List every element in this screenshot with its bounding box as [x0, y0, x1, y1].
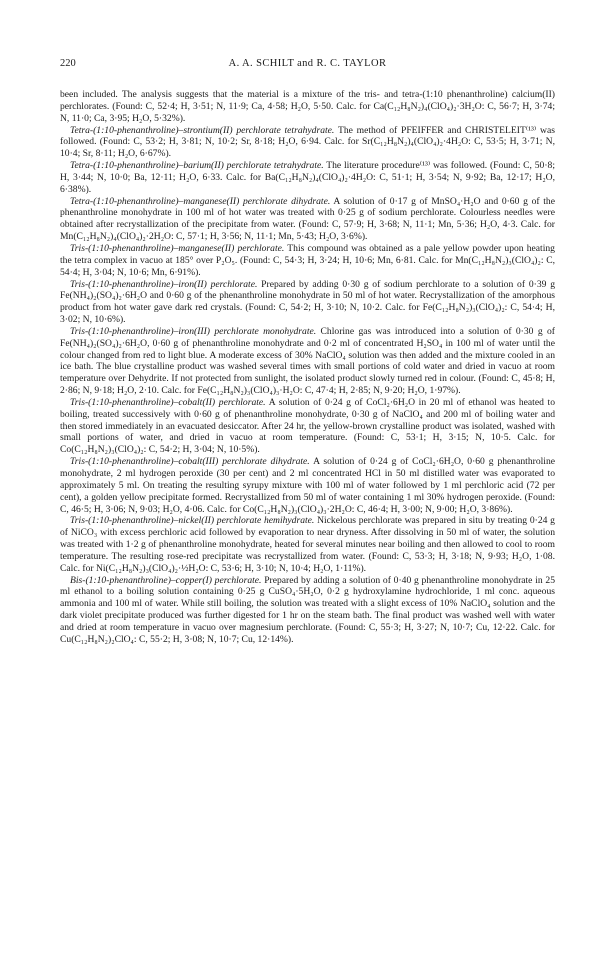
paragraph-strontium [60, 125, 555, 161]
page-header [60, 57, 555, 71]
paragraph-text: This compound was obtained as a pale yellow powder upon heating the tetra complex in vacuo at 185° over P₂O₅. (Found: C, 54·3; H, 3·24; H, 10·6; Mn, 6·81. Calc. for Mn(C₁₂H₈N₂)₃(ClO₄)₂: C, 54·4; H, 3·04; N, 10·6; Mn, 6·91%). [60, 242, 555, 278]
compound-title: Tris-(1:10-phenanthroline)–iron(II) perchlorate. [70, 278, 258, 290]
paragraph-text: Prepared by adding a solution of 0·40 g phenanthroline monohydrate in 25 ml ethanol to a boiling solution containing 0·25 g CuSO₄·5H₂O, 0·2 g hydroxylamine hydrochloride, 1 ml conc. aqueous ammonia and 100 ml of water. While still boiling, the solution was treated with a slight excess of 10% NaClO₄ solution and the dark violet precipitate produced was further digested for 1 hr on the steam bath. The final product was washed well with water and dried at room temperature in vacuo over magnesium perchlorate. (Found: C, 55·3; H, 3·27; N, 10·7; Cu, 12·22. Calc. for Cu(C₁₂H₈N₂)₂ClO₄: C, 55·2; H, 3·08; N, 10·7; Cu, 12·14%). [60, 574, 555, 645]
compound-title: Tetra-(1:10-phenanthroline)–strontium(II) perchlorate tetrahydrate. [70, 124, 335, 136]
paragraph-text: A solution of 0·24 g of CoCl₂·6H₂O, 0·60 g phenanthroline monohydrate, 2 ml hydrogen peroxide (30 per cent) and 2 ml concentrated HCl in 50 ml distilled water was evaporated to approximately 5 ml. On treating the resulting syrupy mixture with 100 ml of water followed by 1 ml perchloric acid (72 per cent), a golden yellow precipitate formed. Recrystallized from 50 ml of water containing 1 ml 30% hydrogen peroxide. (Found: C, 46·5; H, 3·06; N, 9·03; H₂O, 4·06. Calc. for Co(C₁₂H₈N₂)₃(ClO₄)₃·2H₂O: C, 46·4; H, 3·00; N, 9·00; H₂O, 3·86%). [60, 456, 556, 515]
paragraph-manganese-tris [60, 243, 555, 279]
paragraph-text: The literature procedure⁽¹³⁾ was followed. (Found: C, 50·8; H, 3·44; N, 10·0; Ba, 12·11; H₂O, 6·33. Calc. for Ba(C₁₂H₈N₂)₄(ClO₄)₂·4H₂O: C, 51·1; H, 3·54; N, 9·92; Ba, 12·17; H₂O, 6·38%). [60, 160, 555, 195]
paragraph-text: A solution of 0·24 g of CoCl₂·6H₂O in 20 ml of ethanol was heated to boiling, treated successively with 0·60 g of phenanthroline monohydrate, 0·30 g of NaClO₄ and 200 ml of boiling water and then stored immediately in an evacuated desiccator. After 24 hr, the yellow-brown crystalline product was isolated, washed with small portions of water, and dried in vacuo at room temperature. (Found: C, 53·1; H, 3·15; N, 10·5. Calc. for Co(C₁₂H₈N₂)₃(ClO₄)₂: C, 54·2; H, 3·04; N, 10·5%). [60, 396, 556, 456]
paragraph-nickel [60, 515, 555, 574]
paragraph-text: Prepared by adding 0·30 g of sodium perchlorate to a solution of 0·39 g Fe(NH₄)₂(SO₄)₂·6H₂O and 0·60 g of the phenanthroline monohydrate in 50 ml of hot water. Recrystallization of the amorphous product from hot water gave dark red crystals. (Found: C, 54·2; H, 3·10; N, 10·2. Calc. for Fe(C₁₂H₈N₂)₃(ClO₄)₂: C, 54·4; H, 3·02; N, 10·6%). [60, 278, 555, 326]
compound-title: Tris-(1:10-phenanthroline)–manganese(II) perchlorate. [70, 242, 285, 254]
page-number: 220 [60, 58, 76, 69]
compound-title: Tris-(1:10-phenanthroline)–nickel(II) perchlorate hemihydrate. [70, 515, 315, 527]
paragraph-iron-ii [60, 279, 555, 326]
compound-title: Tetra-(1:10-phenanthroline)–manganese(II) perchlorate dihydrate. [70, 195, 331, 207]
paragraph-barium [60, 160, 555, 196]
compound-title: Tris-(1:10-phenanthroline)–cobalt(II) perchlorate. [70, 396, 266, 408]
article-body [60, 89, 555, 646]
compound-title: Tris-(1:10-phenanthroline)–cobalt(III) perchlorate dihydrate. [70, 456, 310, 468]
paragraph-copper [60, 575, 555, 646]
paragraph-text: The method of PFEIFFER and CHRISTELEIT⁽¹³⁾ was followed. (Found: C, 53·2; H, 3·81; N, 10·2; Sr, 8·18; H₂O, 6·94. Calc. for Sr(C₁₂H₈N₂)₄(ClO₄)₂·4H₂O: C, 53·5; H, 3·71; N, 10·4; Sr, 8·11; H₂O, 6·67%). [60, 124, 555, 160]
compound-title: Tris-(1:10-phenanthroline)–iron(III) perchlorate monohydrate. [70, 325, 317, 337]
paragraph-text: Nickelous perchlorate was prepared in situ by treating 0·24 g of NiCO₃ with excess perchloric acid followed by evaporation to near dryness. After dissolving in 50 ml of water, the solution was treated with 1·2 g of phenanthroline monohydrate, heated for several minutes near boiling and then allowed to cool to room temperature. The resulting rose-red precipitate was recrystallized from water. (Found: C, 53·3; H, 3·18; N, 9·93; H₂O, 1·08. Calc. for Ni(C₁₂H₈N₂)₃(ClO₄)₂·½H₂O: C, 53·6; H, 3·10; N, 10·4; H₂O, 1·11%). [60, 515, 555, 574]
paragraph-manganese-tetra [60, 196, 555, 243]
running-head: A. A. SCHILT and R. C. TAYLOR [228, 58, 387, 69]
compound-title: Bis-(1:10-phenanthroline)–copper(I) perchlorate. [70, 574, 262, 586]
paragraph-text: been included. The analysis suggests that the material is a mixture of the tris- and tetra-(1:10 phenanthroline) calcium(II) perchlorates. (Found: C, 52·4; H, 3·51; N, 11·9; Ca, 4·58; H₂O, 5·50. Calc. for Ca(C₁₂H₈N₂)₄(ClO₄)₂·3H₂O: C, 56·7; H, 3·74; N, 11·0; Ca, 3·95; H₂O, 5·32%). [60, 89, 555, 124]
compound-title: Tetra-(1:10-phenanthroline)–barium(II) perchlorate tetrahydrate. [70, 160, 324, 172]
paragraph-cobalt-ii [60, 397, 555, 456]
paragraph-iron-iii [60, 326, 555, 397]
paragraph-text: Chlorine gas was introduced into a solution of 0·30 g of Fe(NH₄)₂(SO₄)₂·6H₂O, 0·60 g of phenanthroline monohydrate and 0·2 ml of concentrated H₂SO₄ in 100 ml of water until the colour changed from red to light blue. A moderate excess of 30% NaClO₄ solution was then added and the mixture cooled in an ice bath. The blue crystalline product was washed several times with small portions of cold water and dried in vacuo at room temperature over Dehydrite. If not protected from sunlight, the isolated product slowly turned red in colour. (Found: C, 45·8; H, 2·86; N, 9·18; H₂O, 2·10. Calc. for Fe(C₁₂H₈N₂)₃(ClO₄)₃·H₂O: C, 47·4; H, 2·85; N, 9·20; H₂O, 1·97%). [60, 325, 556, 397]
paragraph-calcium-continuation [60, 89, 555, 125]
paragraph-cobalt-iii [60, 456, 555, 515]
paragraph-text: A solution of 0·17 g of MnSO₄·H₂O and 0·60 g of the phenanthroline monohydrate in 100 ml of hot water was treated with 0·25 g of sodium perchlorate. Colourless needles were obtained after recrystallization of the precipitate from water. (Found: C, 57·9; H, 3·68; N, 11·1; Mn, 5·36; H₂O, 4·3. Calc. for Mn(C₁₂H₈N₂)₄(ClO₄)₂·2H₂O: C, 57·1; H, 3·56; N, 11·1; Mn, 5·43; H₂O, 3·6%). [60, 195, 555, 243]
